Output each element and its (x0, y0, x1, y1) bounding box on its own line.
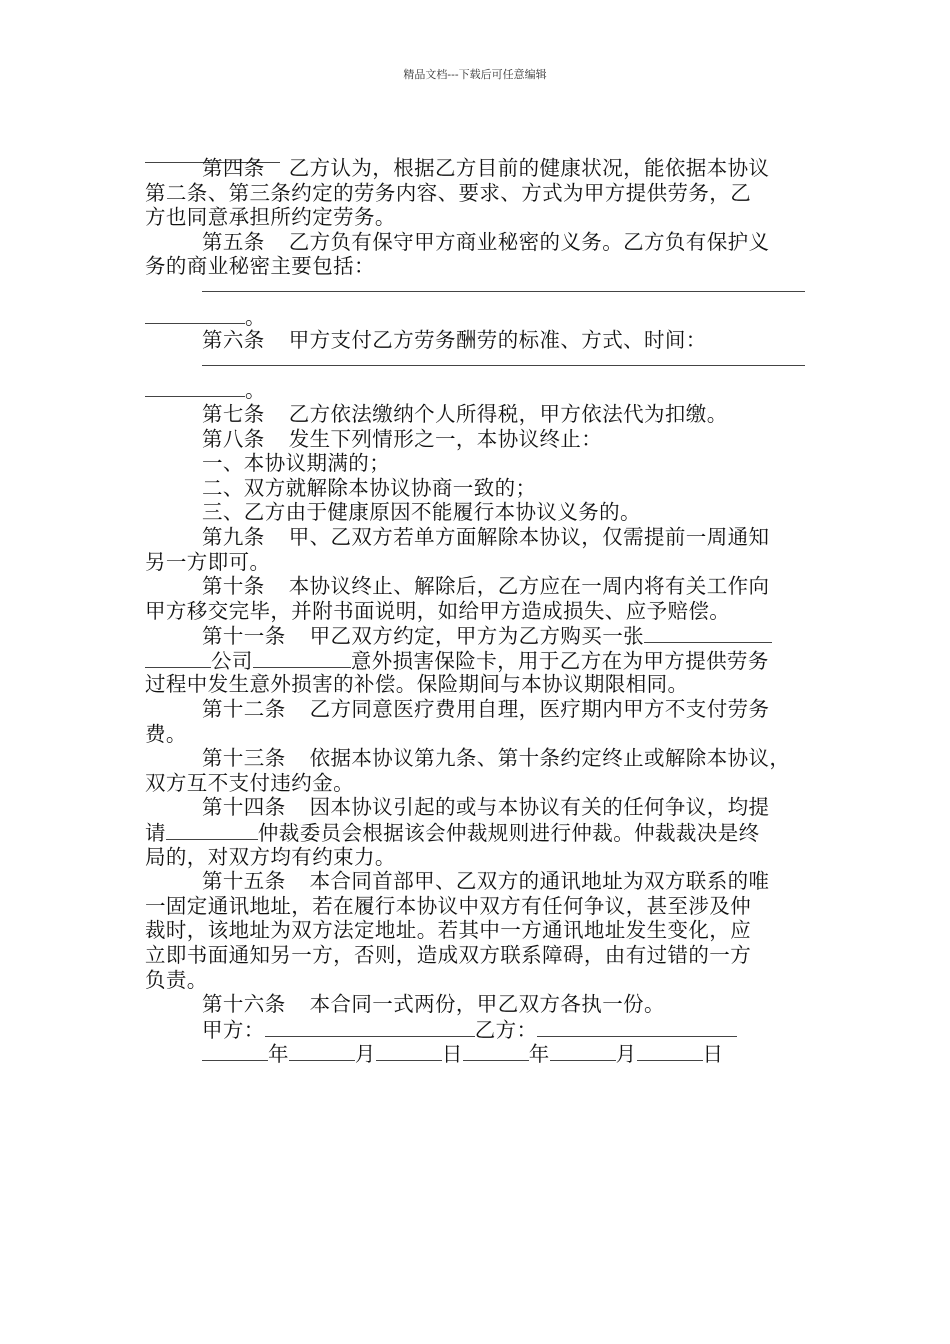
article-9-line-2: 另一方即可。 (145, 549, 271, 574)
day-field-a[interactable] (376, 1041, 442, 1061)
list-item: 一、本协议期满的； (202, 451, 391, 476)
article-title: 第十四条 (202, 795, 286, 820)
signature-dates: 年 月 日 年 月 日 (145, 1041, 815, 1066)
article-11-line-3: 过程中发生意外损害的补偿。保险期间与本协议期限相同。 (145, 672, 689, 697)
article-6-end: 。 (145, 377, 815, 402)
article-13: 第十三条 依据本协议第九条、第十条约定终止或解除本协议， (202, 746, 791, 771)
article-11-line-2: 公司 意外损害保险卡，用于乙方在为甲方提供劳务 (145, 648, 815, 673)
article-9: 第九条 甲、乙双方若单方面解除本协议，仅需提前一周通知 (202, 524, 770, 549)
article-title: 第十一条 (202, 624, 286, 649)
article-11: 第十一条 甲乙双方约定，甲方为乙方购买一张 (145, 623, 815, 648)
article-12-line-2: 费。 (145, 721, 187, 746)
article-title: 第八条 (202, 426, 265, 451)
article-4-line-2: 第二条、第三条约定的劳务内容、要求、方式为甲方提供劳务，乙 (145, 180, 752, 205)
article-5: 第五条 乙方负有保守甲方商业秘密的义务。乙方负有保护义 (202, 229, 770, 254)
article-title: 第十三条 (202, 746, 286, 771)
year-field-b[interactable] (463, 1041, 529, 1061)
article-title: 第九条 (202, 524, 265, 549)
party-b-field[interactable] (537, 1017, 737, 1037)
party-b-label: 乙方： (474, 1017, 538, 1042)
article-title: 第六条 (202, 328, 265, 353)
list-item: 二、双方就解除本协议协商一致的； (202, 475, 537, 500)
blank-line (145, 279, 815, 304)
article-8: 第八条 发生下列情形之一，本协议终止： (202, 426, 603, 451)
article-15-line-4: 立即书面通知另一方，否则，造成双方联系障碍，由有过错的一方 (145, 943, 752, 967)
party-a-field[interactable] (265, 1017, 475, 1037)
article-12: 第十二条 乙方同意医疗费用自理，医疗期内甲方不支付劳务 (202, 697, 770, 722)
article-15-line-5: 负责。 (145, 967, 208, 992)
month-field-b[interactable] (550, 1041, 616, 1061)
article-15-line-2: 一固定通讯地址，若在履行本协议中双方有任何争议，甚至涉及仲 (145, 893, 752, 918)
year-field-a[interactable] (202, 1041, 268, 1061)
article-title: 第十二条 (202, 697, 286, 722)
article-4: 第四条 乙方认为，根据乙方目前的健康状况，能依据本协议 (202, 156, 770, 180)
article-title: 第五条 (202, 229, 265, 254)
article-14-line-2: 请 仲裁委员会根据该会仲裁规则进行仲裁。仲裁裁决是终 (145, 821, 760, 846)
article-title: 第十六条 (202, 992, 286, 1017)
article-15-line-3: 裁时，该地址为双方法定地址。若其中一方通讯地址发生变化，应 (145, 918, 752, 943)
article-14: 第十四条 因本协议引起的或与本协议有关的任何争议，均提 (202, 795, 770, 820)
article-14-line-3: 局的，对双方均有约束力。 (145, 844, 396, 869)
article-5-line-2: 务的商业秘密主要包括： (145, 254, 375, 279)
article-5-end: 。 (145, 304, 815, 329)
signature-parties (145, 1017, 815, 1042)
page-header: 精品文档---下载后可任意编辑 (403, 68, 547, 81)
article-16: 第十六条 本合同一式两份，甲乙双方各执一份。 (202, 992, 665, 1017)
article-title: 第十条 (202, 574, 265, 599)
article-10-line-2: 甲方移交完毕，并附书面说明，如给甲方造成损失、应予赔偿。 (145, 598, 731, 623)
blank-line (145, 144, 815, 156)
article-title: 第四条 (202, 156, 265, 180)
party-a-label: 甲方： (202, 1017, 265, 1042)
article-title: 第七条 (202, 401, 265, 426)
article-13-line-2: 双方互不支付违约金。 (145, 770, 354, 795)
article-7: 第七条 乙方依法缴纳个人所得税，甲方依法代为扣缴。 (202, 401, 728, 426)
article-6: 第六条 甲方支付乙方劳务酬劳的标准、方式、时间： (202, 328, 707, 353)
contract-body (145, 146, 815, 1066)
blank-line (145, 353, 815, 378)
day-field-b[interactable] (637, 1041, 703, 1061)
article-10: 第十条 本协议终止、解除后，乙方应在一周内将有关工作向 (202, 574, 770, 599)
month-field-a[interactable] (289, 1041, 355, 1061)
list-item: 三、乙方由于健康原因不能履行本协议义务的。 (202, 500, 641, 525)
article-title: 第十五条 (202, 869, 286, 894)
article-4-line-3: 方也同意承担所约定劳务。 (145, 205, 396, 230)
article-15: 第十五条 本合同首部甲、乙双方的通讯地址为双方联系的唯 (202, 869, 770, 894)
